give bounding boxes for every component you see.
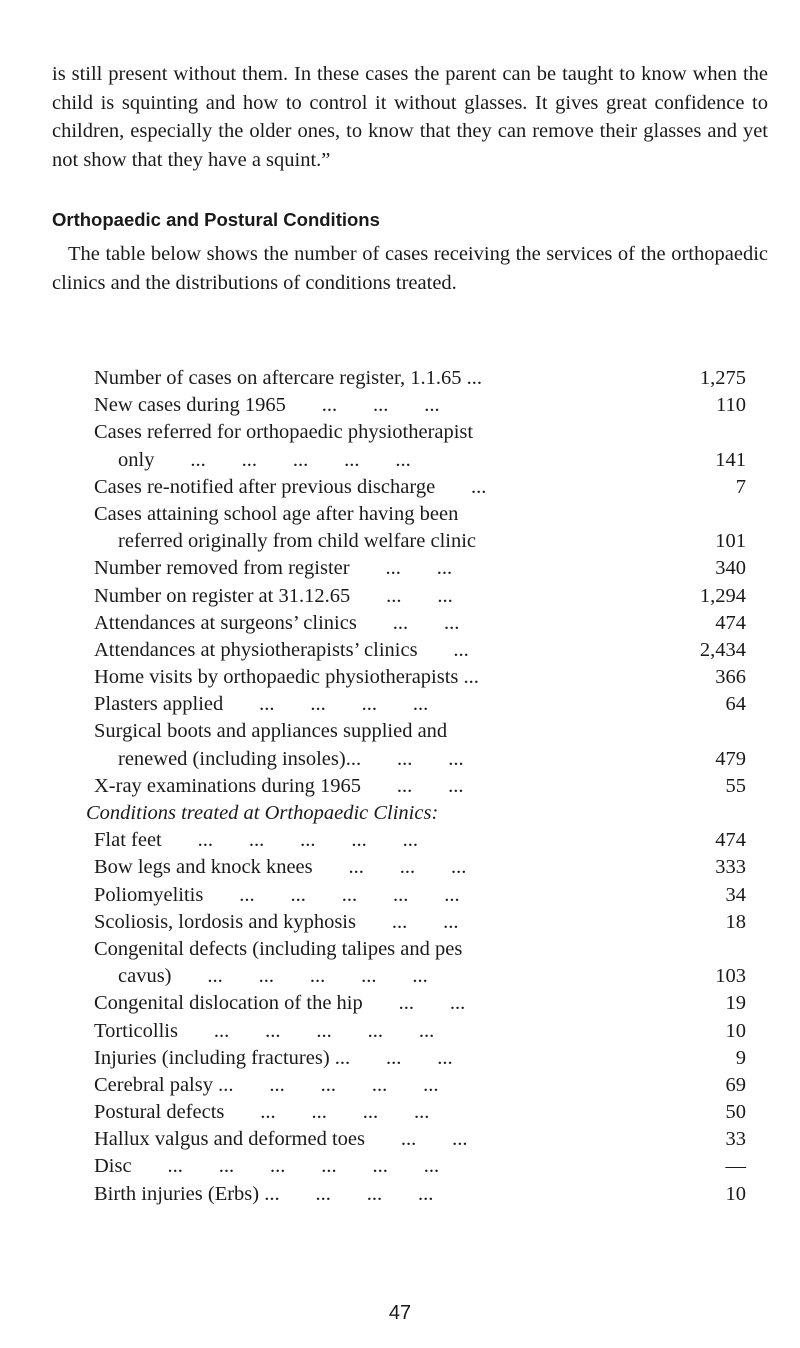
section-paragraph: The table below shows the number of cases receiving the services of the orthopaedic clinics and the distributions of conditions treated. (52, 243, 768, 294)
row-label: Attendances at physiotherapists’ clinics ... (94, 638, 469, 661)
table-row (94, 528, 746, 555)
row-label: Number of cases on aftercare register, 1.1.65 ... (94, 367, 482, 389)
section-heading: Orthopaedic and Postural Conditions (52, 209, 380, 230)
row-label: Disc ... ... ... ... ... ... (94, 1155, 440, 1178)
table-row (94, 1153, 746, 1180)
row-value: 34 (725, 883, 746, 906)
row-value: 7 (735, 475, 746, 498)
row-label: Scoliosis, lordosis and kyphosis ... ... (94, 910, 459, 933)
row-label: Conditions treated at Orthopaedic Clinics: (86, 802, 439, 824)
row-value: 33 (725, 1128, 746, 1151)
row-label: Injuries (including fractures) ... ... ... (94, 1046, 453, 1069)
table-row (94, 610, 746, 637)
table-row (94, 501, 746, 528)
row-value: 10 (725, 1019, 746, 1042)
row-value: 19 (725, 992, 746, 1015)
row-label: Flat feet ... ... ... ... ... (94, 829, 418, 852)
table-row (94, 746, 746, 773)
table-row (94, 718, 746, 745)
row-value: 55 (725, 774, 746, 797)
row-label: Postural defects ... ... ... ... (94, 1101, 430, 1124)
row-label: Bow legs and knock knees ... ... ... (94, 856, 467, 879)
table-row (94, 854, 746, 881)
row-label: Home visits by orthopaedic physiotherapists ... (94, 666, 479, 689)
row-label: Cerebral palsy ... ... ... ... ... (94, 1073, 439, 1096)
row-value: 18 (725, 910, 746, 933)
row-value: 103 (715, 965, 746, 988)
row-label: only ... ... ... ... ... (118, 448, 411, 471)
row-label: Congenital defects (including talipes and pes (94, 937, 463, 960)
table-row (94, 365, 746, 392)
row-label: Birth injuries (Erbs) ... ... ... ... (94, 1182, 434, 1205)
row-value: 10 (725, 1182, 746, 1205)
row-value: — (725, 1155, 746, 1178)
table-row (94, 419, 746, 446)
row-label: Plasters applied ... ... ... ... (94, 693, 429, 716)
table-row (94, 1045, 746, 1072)
table-row (94, 936, 746, 963)
table-row (94, 474, 746, 501)
row-value: 64 (725, 693, 746, 716)
row-label: Number on register at 31.12.65 ... ... (94, 584, 453, 607)
row-label: New cases during 1965 ... ... ... (94, 394, 440, 417)
table-row (94, 909, 746, 936)
row-label: Attendances at surgeons’ clinics ... ... (94, 611, 460, 634)
row-value: 1,294 (699, 584, 746, 607)
page-number: 47 (388, 1302, 412, 1324)
table-row (94, 583, 746, 610)
table-row (94, 1126, 746, 1153)
row-label: Hallux valgus and deformed toes ... ... (94, 1128, 468, 1151)
table-row (94, 827, 746, 854)
row-label: renewed (including insoles)... ... ... (118, 747, 464, 770)
row-label: Congenital dislocation of the hip ... ... (94, 992, 466, 1015)
table-section-heading (86, 800, 746, 827)
table-row (94, 691, 746, 718)
table-row (94, 1072, 746, 1099)
row-label: Surgical boots and appliances supplied and (94, 720, 448, 743)
row-value: 69 (725, 1073, 746, 1096)
row-label: Torticollis ... ... ... ... ... (94, 1019, 435, 1042)
row-label: Cases re-notified after previous discharge ... (94, 475, 487, 498)
row-label: Cases attaining school age after having been (94, 502, 459, 525)
row-label: X-ray examinations during 1965 ... ... (94, 774, 464, 797)
table-row (94, 637, 746, 664)
table-row (94, 664, 746, 691)
table-row (94, 555, 746, 582)
row-label: Number removed from register ... ... (94, 557, 453, 580)
row-value: 9 (735, 1046, 746, 1069)
table-row (94, 447, 746, 474)
row-value: 333 (715, 856, 746, 879)
row-label: referred originally from child welfare clinic (118, 530, 477, 553)
table-row (94, 1099, 746, 1126)
row-value: 2,434 (699, 638, 746, 661)
table-row (94, 392, 746, 419)
table-row (94, 1181, 746, 1208)
table-row (94, 1018, 746, 1045)
row-value: 366 (715, 666, 746, 689)
statistics-table (86, 365, 746, 1208)
row-value: 340 (715, 557, 746, 580)
row-value: 474 (715, 829, 746, 852)
row-label: Poliomyelitis ... ... ... ... ... (94, 883, 460, 906)
row-label: cavus) ... ... ... ... ... (118, 965, 428, 988)
row-value: 101 (715, 530, 746, 553)
row-label: Cases referred for orthopaedic physiotherapist (94, 421, 474, 444)
table-row (94, 882, 746, 909)
intro-paragraph: is still present without them. In these cases the parent can be taught to know when the child is squinting and how to control it without glasses. It gives great confidence to children, especially the older ones, to know that they can remove their glasses and yet not show that they have a squint.” (52, 63, 768, 171)
row-value: 474 (715, 611, 746, 634)
row-value: 110 (716, 394, 746, 417)
row-value: 141 (715, 448, 746, 471)
table-row (94, 990, 746, 1017)
row-value: 479 (715, 747, 746, 770)
table-row (94, 773, 746, 800)
row-value: 50 (725, 1101, 746, 1124)
row-value: 1,275 (699, 367, 746, 389)
table-row (94, 963, 746, 990)
